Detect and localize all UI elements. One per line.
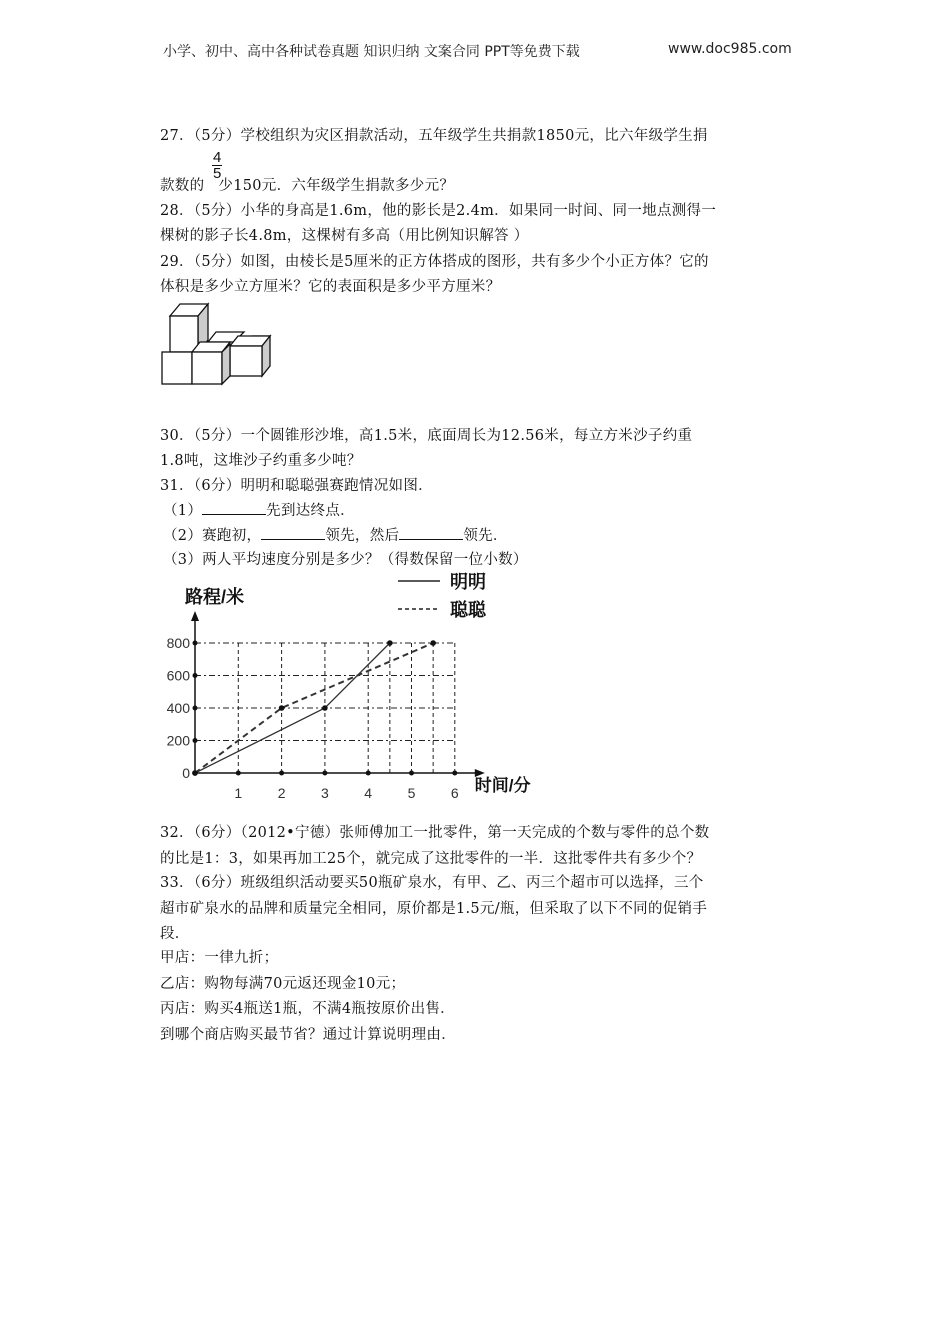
shop-bing: 丙店：购买4瓶送1瓶，不满4瓶按原价出售．: [160, 1001, 455, 1017]
data-point: [322, 705, 328, 711]
y-tick-label: 800: [166, 635, 190, 651]
q27-line1: 27．（5分）学校组织为灾区捐款活动，五年级学生共捐款1850元，比六年级学生捐: [160, 128, 708, 144]
legend-label: 明明: [450, 572, 486, 592]
q31-sub1: [163, 499, 355, 520]
q33-question: 到哪个商店购买最节省？通过计算说明理由．: [160, 1027, 456, 1043]
x-axis-label: 时间/分: [474, 776, 531, 795]
y-tick-dot: [193, 641, 198, 646]
x-tick-dot: [236, 771, 241, 776]
answer-blank-3[interactable]: [399, 527, 463, 540]
q30-line1: 30．（5分）一个圆锥形沙堆，高1.5米，底面周长为12.56米，每立方米沙子约重: [160, 428, 693, 444]
q31-line1: 31．（6分）明明和聪聪强赛跑情况如图．: [160, 478, 433, 494]
x-tick-label: 4: [364, 785, 373, 800]
sub2-label: （2）赛跑初，: [163, 528, 262, 544]
q32-line2: 的比是1：3，如果再加工25个，就完成了这批零件的一半．这批零件共有多少个？: [160, 851, 702, 867]
y-tick-dot: [193, 706, 198, 711]
header-url[interactable]: www.doc985.com: [668, 41, 792, 57]
x-tick-label: 6: [450, 785, 459, 800]
sub2-end: 领先．: [463, 528, 508, 544]
x-tick-label: 2: [277, 785, 286, 800]
q31-sub2: [163, 524, 508, 545]
q27-line2: [160, 174, 454, 195]
x-tick-dot: [366, 771, 371, 776]
sub2-text: 领先，然后: [325, 528, 400, 544]
y-axis-label: 路程/米: [185, 587, 245, 607]
x-tick-label: 1: [234, 785, 243, 800]
x-tick-dot: [452, 771, 457, 776]
q31-sub3: （3）两人平均速度分别是多少？（得数保留一位小数）: [163, 552, 528, 568]
frac-den: 5: [213, 165, 222, 182]
data-point: [430, 640, 436, 646]
x-tick-dot: [409, 771, 414, 776]
shop-yi: 乙店：购物每满70元返还现金10元；: [160, 976, 406, 992]
q28-line2: 棵树的影子长4.8m，这棵树有多高（用比例知识解答 ）: [160, 228, 529, 244]
q28-line1: 28．（5分）小华的身高是1.6m，他的影长是2.4m．如果同一时间、同一地点测得一: [160, 203, 717, 219]
x-tick-dot: [322, 771, 327, 776]
series-line-2: [195, 643, 433, 773]
data-point: [192, 770, 198, 776]
y-tick-dot: [193, 738, 198, 743]
sub1-label: （1）: [163, 503, 203, 519]
y-tick-label: 0: [182, 765, 190, 781]
cube-figure: [158, 298, 276, 390]
q33-line1: 33．（6分）班级组织活动要买50瓶矿泉水，有甲、乙、丙三个超市可以选择，三个: [160, 875, 704, 891]
shop-jia: 甲店：一律九折；: [160, 950, 279, 966]
x-tick-label: 5: [407, 785, 416, 800]
q29-line2: 体积是多少立方厘米？它的表面积是多少平方厘米？: [160, 279, 501, 295]
q33-line2: 超市矿泉水的品牌和质量完全相同，原价都是1.5元/瓶，但采取了以下不同的促销手: [160, 901, 708, 917]
q32-line1: 32．（6分）（2012•宁德）张师傅加工一批零件，第一天完成的个数与零件的总个数: [160, 825, 710, 841]
q33-line3: 段．: [160, 926, 190, 942]
y-tick-label: 400: [166, 700, 190, 716]
legend-label: 聪聪: [450, 600, 486, 620]
data-point: [279, 705, 285, 711]
answer-blank-1[interactable]: [202, 502, 266, 515]
sub1-text: 先到达终点．: [266, 503, 355, 519]
x-tick-label: 3: [321, 785, 329, 800]
data-point: [387, 640, 393, 646]
q30-line2: 1.8吨，这堆沙子约重多少吨？: [160, 453, 362, 469]
y-tick-label: 200: [166, 732, 190, 749]
y-axis-arrow: [191, 611, 199, 621]
frac-num: 4: [213, 149, 222, 166]
y-tick-dot: [193, 673, 198, 678]
x-tick-dot: [279, 771, 284, 776]
race-chart: [150, 565, 550, 800]
q29-line1: 29．（5分）如图，由棱长是5厘米的正方体搭成的图形，共有多少个小正方体？它的: [160, 254, 709, 270]
q27-line2a: 款数的: [160, 178, 205, 194]
y-tick-label: 600: [166, 667, 190, 684]
answer-blank-2[interactable]: [261, 527, 325, 540]
q27-line2b: 少150元．六年级学生捐款多少元？: [218, 178, 455, 194]
header-text: 小学、初中、高中各种试卷真题 知识归纳 文案合同 PPT等免费下载: [163, 44, 580, 60]
